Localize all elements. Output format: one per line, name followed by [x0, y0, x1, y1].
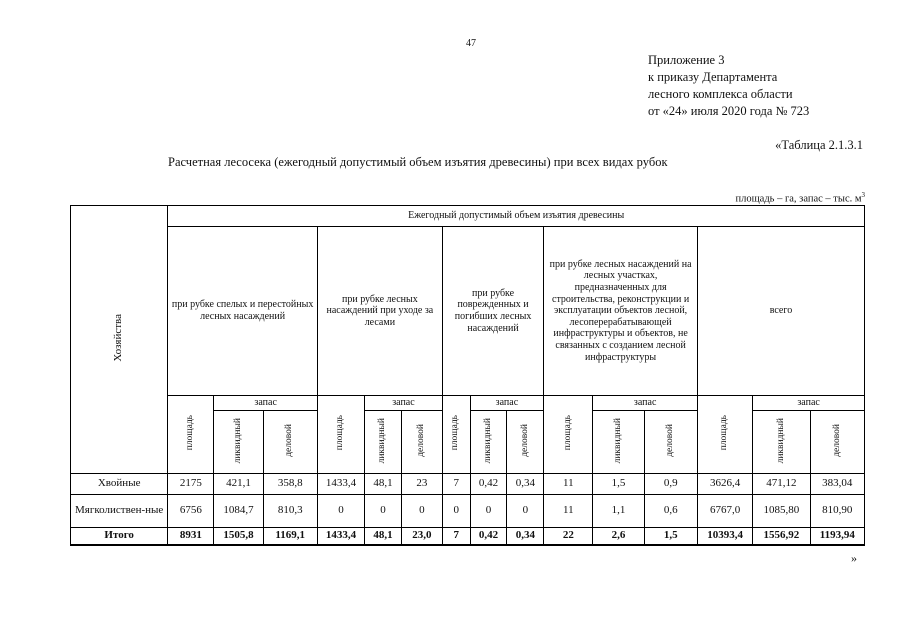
group-header-construction: при рубке лесных насаждений на лесных участках, предназначенных для строительства, реконструкции и эксплуатации объектов лесной, лесоперерабатывающей инфраструктуры и объектов, не связанных с созданием лесной инфраструктуры [544, 227, 698, 396]
cell: 0 [401, 495, 442, 528]
cell: 11 [544, 474, 593, 495]
table-row [71, 474, 865, 495]
business-header-label: деловой [284, 423, 295, 457]
cell: 0 [365, 495, 402, 528]
cell: 2,6 [593, 528, 644, 546]
cell: 6767,0 [697, 495, 752, 528]
table-reference: «Таблица 2.1.3.1 [775, 138, 863, 152]
cell: 1084,7 [214, 495, 263, 528]
business-header [810, 411, 864, 474]
liquid-header [753, 411, 810, 474]
liquid-header-label: ликвидный [612, 417, 623, 463]
cell: 0,9 [644, 474, 697, 495]
liquid-header [365, 411, 402, 474]
allowable-cut-table [70, 205, 865, 546]
cell: 1,1 [593, 495, 644, 528]
area-header [697, 396, 752, 474]
liquid-header-label: ликвидный [775, 417, 786, 463]
business-header [401, 411, 442, 474]
cell: 0 [442, 495, 470, 528]
table-row-total [71, 528, 865, 546]
appendix-line-2: к приказу Департамента [648, 70, 778, 84]
cell: 1085,80 [753, 495, 810, 528]
cell: 810,3 [263, 495, 317, 528]
business-header-label: деловой [664, 423, 675, 457]
business-header-label: деловой [416, 423, 427, 457]
cell: 1169,1 [263, 528, 317, 546]
cell: 810,90 [810, 495, 864, 528]
area-header [168, 396, 214, 474]
cell: 0 [470, 495, 507, 528]
cell: 0 [507, 495, 544, 528]
area-header-label: площадь [185, 415, 196, 451]
group-header-damaged: при рубке поврежденных и погибших лесных насаждений [442, 227, 543, 396]
cell: 23,0 [401, 528, 442, 546]
cell: 48,1 [365, 528, 402, 546]
cell: 11 [544, 495, 593, 528]
cell: 1193,94 [810, 528, 864, 546]
stock-header: запас [470, 396, 544, 411]
farm-header [71, 206, 168, 474]
cell: 6756 [168, 495, 214, 528]
cell: 1433,4 [317, 474, 364, 495]
appendix-line-1: Приложение 3 [648, 53, 725, 67]
cell: 383,04 [810, 474, 864, 495]
area-header [317, 396, 364, 474]
group-header-mature: при рубке спелых и перестойных лесных насаждений [168, 227, 318, 396]
cell: 0,6 [644, 495, 697, 528]
appendix-line-4: от «24» июля 2020 года № 723 [648, 104, 810, 118]
area-header [442, 396, 470, 474]
cell: 0,34 [507, 528, 544, 546]
closing-quote: » [851, 551, 857, 565]
document-title: Расчетная лесосека (ежегодный допустимый объем изъятия древесины) при всех видах рубок [168, 155, 668, 169]
stock-header: запас [593, 396, 697, 411]
liquid-header-label: ликвидный [232, 417, 243, 463]
business-header [644, 411, 697, 474]
cell: 10393,4 [697, 528, 752, 546]
group-header-care: при рубке лесных насаждений при уходе за лесами [317, 227, 442, 396]
liquid-header-label: ликвидный [482, 417, 493, 463]
business-header-label: деловой [519, 423, 530, 457]
farm-header-label: Хозяйства [112, 313, 125, 362]
area-header [544, 396, 593, 474]
appendix-block [648, 52, 809, 120]
cell: 3626,4 [697, 474, 752, 495]
cell: 48,1 [365, 474, 402, 495]
liquid-header [593, 411, 644, 474]
stock-header: запас [214, 396, 317, 411]
cell: 1,5 [593, 474, 644, 495]
cell: 1505,8 [214, 528, 263, 546]
units-text: площадь – га, запас – тыс. м [735, 193, 862, 205]
stock-header: запас [365, 396, 443, 411]
area-header-label: площадь [335, 415, 346, 451]
units-superscript: 3 [861, 191, 865, 199]
cell: 8931 [168, 528, 214, 546]
cell: 358,8 [263, 474, 317, 495]
cell: 1556,92 [753, 528, 810, 546]
page-number: 47 [466, 38, 476, 49]
group-header-total: всего [697, 227, 864, 396]
table-row [71, 495, 865, 528]
cell: 7 [442, 528, 470, 546]
row-name: Итого [71, 528, 168, 546]
business-header [263, 411, 317, 474]
cell: 421,1 [214, 474, 263, 495]
cell: 471,12 [753, 474, 810, 495]
row-name: Хвойные [71, 474, 168, 495]
liquid-header-label: ликвидный [377, 417, 388, 463]
row-name: Мягколиствен-ные [71, 495, 168, 528]
cell: 23 [401, 474, 442, 495]
units-note [735, 191, 865, 205]
business-header-label: деловой [831, 423, 842, 457]
cell: 0 [317, 495, 364, 528]
liquid-header [470, 411, 507, 474]
stock-header: запас [753, 396, 865, 411]
top-header: Ежегодный допустимый объем изъятия древесины [168, 206, 865, 227]
area-header-label: площадь [562, 415, 573, 451]
appendix-line-3: лесного комплекса области [648, 87, 793, 101]
liquid-header [214, 411, 263, 474]
area-header-label: площадь [450, 415, 461, 451]
cell: 0,42 [470, 474, 507, 495]
cell: 22 [544, 528, 593, 546]
cell: 2175 [168, 474, 214, 495]
cell: 0,34 [507, 474, 544, 495]
cell: 7 [442, 474, 470, 495]
business-header [507, 411, 544, 474]
cell: 0,42 [470, 528, 507, 546]
cell: 1,5 [644, 528, 697, 546]
cell: 1433,4 [317, 528, 364, 546]
area-header-label: площадь [719, 415, 730, 451]
